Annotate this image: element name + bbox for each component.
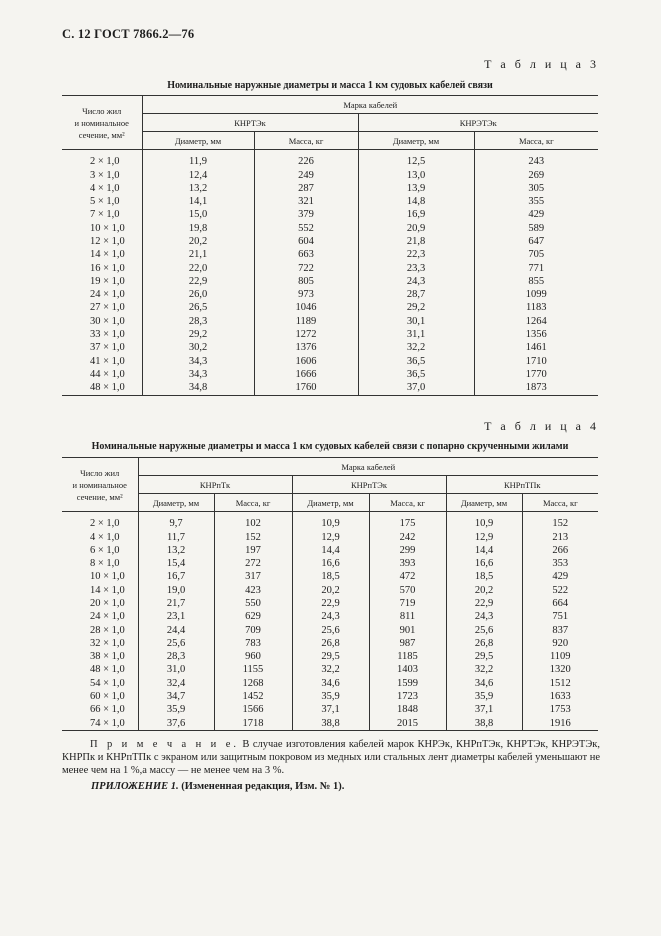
table4-cell-mass: 1916	[522, 717, 598, 731]
table3-row	[62, 235, 598, 248]
table4-row	[62, 624, 598, 637]
table4-row	[62, 570, 598, 583]
table3-cell-diameter: 31,1	[358, 328, 474, 341]
table3-cell-mass: 663	[254, 248, 358, 261]
table3-cell-mass: 1099	[474, 288, 598, 301]
table3-row	[62, 222, 598, 235]
table4-cell-cores: 74 × 1,0	[62, 717, 138, 731]
table3-cell-mass: 249	[254, 169, 358, 182]
table4-cell-mass: 1599	[369, 677, 446, 690]
table3-brand-2: КНРЭТЭк	[358, 114, 598, 132]
table4-row	[62, 597, 598, 610]
note	[62, 738, 600, 777]
table3-title: Номинальные наружные диаметры и масса 1 км судовых кабелей связи	[167, 80, 493, 91]
table3-cell-diameter: 30,2	[142, 341, 254, 354]
table4-cell-mass: 213	[522, 531, 598, 544]
table3-cell-mass: 604	[254, 235, 358, 248]
table3-cell-diameter: 36,5	[358, 368, 474, 381]
table4-cell-mass: 522	[522, 584, 598, 597]
table4-cell-diameter: 16,6	[292, 557, 369, 570]
table4-cell-diameter: 37,1	[446, 703, 522, 716]
table4-cell-mass: 987	[369, 637, 446, 650]
table4-cell-mass: 1848	[369, 703, 446, 716]
table3-cell-cores: 7 × 1,0	[90, 209, 120, 221]
table4-cell-diameter: 32,4	[138, 677, 214, 690]
table4-cell-cores: 14 × 1,0	[90, 584, 125, 596]
table4-cell-diameter: 37,6	[138, 717, 214, 731]
table3-cell-mass: 1770	[474, 368, 598, 381]
table4-cell-mass: 1512	[522, 677, 598, 690]
table4-cell-diameter: 15,4	[138, 557, 214, 570]
table3-cell-diameter: 34,3	[142, 368, 254, 381]
table4-cell-diameter: 34,6	[292, 677, 369, 690]
table4-cell-cores: 4 × 1,0	[90, 531, 120, 543]
table3-cell-mass: 855	[474, 275, 598, 288]
table3-cell-mass: 1760	[254, 381, 358, 395]
table3-cell-mass: 379	[254, 208, 358, 221]
table3-cell-diameter: 13,9	[358, 182, 474, 195]
table3-row	[62, 328, 598, 341]
table4-cell-diameter: 38,8	[292, 717, 369, 731]
table3-cell-cores: 33 × 1,0	[90, 329, 125, 341]
table4-cell-mass: 783	[214, 637, 292, 650]
table3-cell-diameter: 26,5	[142, 301, 254, 314]
table3-cell-diameter: 23,3	[358, 262, 474, 275]
table4-cell-diameter: 23,1	[138, 610, 214, 623]
table4-row	[62, 544, 598, 557]
table4-cell-mass: 353	[522, 557, 598, 570]
table3-cell-diameter: 28,3	[142, 315, 254, 328]
table3-cell-cores: 30 × 1,0	[90, 315, 125, 327]
table4-row	[62, 610, 598, 623]
table4-cell-mass: 393	[369, 557, 446, 570]
table4-cell-diameter: 12,9	[292, 531, 369, 544]
table3-row	[62, 150, 598, 169]
table3-cell-mass: 1710	[474, 355, 598, 368]
table3-cell-cores: 14 × 1,0	[90, 249, 125, 261]
table4-row	[62, 531, 598, 544]
table3-cell-cores: 41 × 1,0	[90, 355, 125, 367]
table3-row	[62, 208, 598, 221]
table4-col0-line1: Число жил	[80, 467, 120, 478]
table3-sub-diameter: Диаметр, мм	[358, 132, 474, 150]
table3-sub-mass: Масса, кг	[474, 132, 598, 150]
table3-cell-cores: 24 × 1,0	[90, 289, 125, 301]
table3-col0-line3: сечение, мм²	[78, 129, 125, 140]
table3-row	[62, 248, 598, 261]
table4-cell-mass: 429	[522, 570, 598, 583]
table3-cell-diameter: 37,0	[358, 381, 474, 395]
table4-cell-mass: 2015	[369, 717, 446, 731]
table3-cell-diameter: 28,7	[358, 288, 474, 301]
table4-cell-cores: 48 × 1,0	[90, 664, 125, 676]
table4-cell-mass: 1633	[522, 690, 598, 703]
table4-row	[62, 703, 598, 716]
table4-cell-diameter: 19,0	[138, 584, 214, 597]
table3-cell-mass: 589	[474, 222, 598, 235]
table4-cell-diameter: 16,7	[138, 570, 214, 583]
table4-sub-diameter: Диаметр, мм	[138, 494, 214, 512]
table3-cell-diameter: 12,4	[142, 169, 254, 182]
table4-cell-diameter: 16,6	[446, 557, 522, 570]
table3-cell-diameter: 19,8	[142, 222, 254, 235]
table3-cell-cores: 27 × 1,0	[90, 302, 125, 314]
table4-row	[62, 690, 598, 703]
table3-cell-mass: 243	[474, 150, 598, 169]
table3-cell-diameter: 36,5	[358, 355, 474, 368]
table3-cell-mass: 1666	[254, 368, 358, 381]
table4-cell-mass: 751	[522, 610, 598, 623]
table4-cell-mass: 152	[522, 512, 598, 531]
table4-cell-diameter: 24,3	[292, 610, 369, 623]
table4-row	[62, 663, 598, 676]
table4-cell-diameter: 29,5	[292, 650, 369, 663]
table4-cell-mass: 550	[214, 597, 292, 610]
table4-body	[62, 512, 598, 731]
table4-cell-cores: 24 × 1,0	[90, 611, 125, 623]
table4-cell-diameter: 34,7	[138, 690, 214, 703]
table4-cell-diameter: 38,8	[446, 717, 522, 731]
table4-cell-cores: 28 × 1,0	[90, 624, 125, 636]
table4-cell-mass: 960	[214, 650, 292, 663]
table3-cell-diameter: 20,9	[358, 222, 474, 235]
table4-cell-mass: 1320	[522, 663, 598, 676]
table3-cell-cores: 48 × 1,0	[62, 381, 142, 395]
table3-cell-cores: 16 × 1,0	[90, 262, 125, 274]
table3-row	[62, 355, 598, 368]
table4-cell-diameter: 20,2	[292, 584, 369, 597]
table4-cell-diameter: 22,9	[446, 597, 522, 610]
table4-cell-diameter: 11,7	[138, 531, 214, 544]
table3-row	[62, 381, 598, 395]
table3-cell-mass: 552	[254, 222, 358, 235]
table3-col0-line1: Число жил	[82, 105, 122, 116]
table3-cell-diameter: 26,0	[142, 288, 254, 301]
table3-cell-mass: 1873	[474, 381, 598, 395]
table3-cell-mass: 1183	[474, 301, 598, 314]
table4-row	[62, 637, 598, 650]
table4-cell-cores: 66 × 1,0	[90, 704, 125, 716]
table4-cell-mass: 1403	[369, 663, 446, 676]
table3-row	[62, 315, 598, 328]
table3-cell-mass: 226	[254, 150, 358, 169]
appendix-line	[91, 781, 344, 792]
table3-brand-1: КНРТЭк	[142, 114, 358, 132]
table3-cell-mass: 1264	[474, 315, 598, 328]
table3-cell-diameter: 14,8	[358, 195, 474, 208]
table4-row	[62, 650, 598, 663]
table3-row	[62, 169, 598, 182]
table3-cell-mass: 355	[474, 195, 598, 208]
table3-cell-cores: 3 × 1,0	[90, 169, 120, 181]
note-text: В случае изготовления кабелей марок КНРЭк, КНРпТЭк, КНРТЭк, КНРЭТЭк, КНРПк и КНРпТПк с экраном или защитным покровом из медных или стальных лент диаметры кабелей уменьшают не менее чем на 1 %,а массу — не менее чем на 3 %.	[62, 739, 600, 776]
table3-cell-mass: 805	[254, 275, 358, 288]
table3-cell-mass: 321	[254, 195, 358, 208]
table4-cell-diameter: 9,7	[138, 512, 214, 531]
table3-cell-mass: 1606	[254, 355, 358, 368]
table4-cell-mass: 1268	[214, 677, 292, 690]
table3-cell-diameter: 34,8	[142, 381, 254, 395]
table3-cell-diameter: 11,9	[142, 150, 254, 169]
table4-row	[62, 677, 598, 690]
table3-cell-cores: 5 × 1,0	[90, 196, 120, 208]
table4-cell-diameter: 25,6	[138, 637, 214, 650]
table4-cell-diameter: 26,8	[446, 637, 522, 650]
table4-cell-mass: 1155	[214, 663, 292, 676]
table3-cell-mass: 705	[474, 248, 598, 261]
table4-cell-diameter: 34,6	[446, 677, 522, 690]
table4-cell-diameter: 32,2	[446, 663, 522, 676]
table3-sub-mass: Масса, кг	[254, 132, 358, 150]
table3-cell-diameter: 20,2	[142, 235, 254, 248]
table4-cell-mass: 901	[369, 624, 446, 637]
table3-cell-mass: 269	[474, 169, 598, 182]
appendix-label: ПРИЛОЖЕНИЕ 1.	[91, 781, 179, 792]
table3-cell-diameter: 24,3	[358, 275, 474, 288]
table3-cell-diameter: 32,2	[358, 341, 474, 354]
table4-row	[62, 512, 598, 531]
table3-cell-diameter: 21,8	[358, 235, 474, 248]
table4-cell-mass: 299	[369, 544, 446, 557]
table4	[62, 457, 598, 731]
table4-cell-diameter: 13,2	[138, 544, 214, 557]
table4-cell-mass: 1452	[214, 690, 292, 703]
table3-row	[62, 275, 598, 288]
table3-cell-cores: 2 × 1,0	[90, 156, 120, 168]
table4-cell-diameter: 10,9	[292, 512, 369, 531]
table3-cell-diameter: 29,2	[358, 301, 474, 314]
table4-cell-mass: 570	[369, 584, 446, 597]
table4-cell-cores: 20 × 1,0	[90, 597, 125, 609]
table4-cell-mass: 920	[522, 637, 598, 650]
table4-cell-diameter: 14,4	[292, 544, 369, 557]
table4-cell-diameter: 35,9	[292, 690, 369, 703]
table3-cell-cores: 12 × 1,0	[90, 235, 125, 247]
table4-brand-2: КНРпТЭк	[292, 476, 446, 494]
table4-cell-mass: 317	[214, 570, 292, 583]
table3-cell-diameter: 29,2	[142, 328, 254, 341]
table3-row	[62, 368, 598, 381]
page-header: С. 12 ГОСТ 7866.2—76	[62, 27, 195, 41]
table3-cell-diameter: 34,3	[142, 355, 254, 368]
table4-cell-diameter: 29,5	[446, 650, 522, 663]
table3-cell-mass: 722	[254, 262, 358, 275]
table4-sub-diameter: Диаметр, мм	[292, 494, 369, 512]
table4-cell-mass: 1723	[369, 690, 446, 703]
table3-cell-mass: 1272	[254, 328, 358, 341]
table4-cell-cores: 54 × 1,0	[90, 677, 125, 689]
table4-group-header: Марка кабелей	[138, 458, 598, 476]
table4-cell-mass: 811	[369, 610, 446, 623]
table3-row	[62, 262, 598, 275]
table4-row	[62, 557, 598, 570]
table3-row	[62, 301, 598, 314]
table3-cell-mass: 1376	[254, 341, 358, 354]
table4-cell-diameter: 14,4	[446, 544, 522, 557]
table3-col0-line2: и номинальное	[74, 117, 129, 128]
table4-cell-cores: 2 × 1,0	[90, 518, 120, 530]
table3-row	[62, 182, 598, 195]
table3-cell-mass: 973	[254, 288, 358, 301]
appendix-text: (Измененная редакция, Изм. № 1).	[181, 781, 345, 792]
table4-cell-diameter: 32,2	[292, 663, 369, 676]
table3-cell-diameter: 22,0	[142, 262, 254, 275]
table3-body	[62, 150, 598, 396]
table3-cell-mass: 1046	[254, 301, 358, 314]
table4-cell-diameter: 35,9	[446, 690, 522, 703]
table4-cell-mass: 1566	[214, 703, 292, 716]
table4-col0-line2: и номинальное	[72, 479, 127, 490]
table3-cell-mass: 647	[474, 235, 598, 248]
table4-cell-mass: 242	[369, 531, 446, 544]
table4-cell-diameter: 18,5	[292, 570, 369, 583]
table4-cell-diameter: 31,0	[138, 663, 214, 676]
table3-col0-header	[62, 96, 142, 150]
table4-cell-mass: 664	[522, 597, 598, 610]
table4-cell-diameter: 26,8	[292, 637, 369, 650]
table3-cell-cores: 4 × 1,0	[90, 182, 120, 194]
table4-sub-mass: Масса, кг	[369, 494, 446, 512]
table3-cell-mass: 429	[474, 208, 598, 221]
table4-cell-diameter: 25,6	[446, 624, 522, 637]
table4-cell-mass: 837	[522, 624, 598, 637]
table4-cell-mass: 1185	[369, 650, 446, 663]
table3-cell-diameter: 22,3	[358, 248, 474, 261]
table4-cell-mass: 629	[214, 610, 292, 623]
table4-cell-cores: 60 × 1,0	[90, 691, 125, 703]
table3-cell-diameter: 13,0	[358, 169, 474, 182]
table3-row	[62, 288, 598, 301]
table3-cell-cores: 44 × 1,0	[90, 368, 125, 380]
table4-cell-diameter: 25,6	[292, 624, 369, 637]
table3-cell-diameter: 30,1	[358, 315, 474, 328]
table4-cell-cores: 10 × 1,0	[90, 571, 125, 583]
table4-cell-mass: 472	[369, 570, 446, 583]
table4-cell-mass: 272	[214, 557, 292, 570]
table4-cell-cores: 32 × 1,0	[90, 637, 125, 649]
table4-cell-cores: 8 × 1,0	[90, 558, 120, 570]
table3-cell-mass: 287	[254, 182, 358, 195]
table4-cell-mass: 266	[522, 544, 598, 557]
table4-cell-mass: 152	[214, 531, 292, 544]
table3	[62, 95, 598, 396]
table4-cell-diameter: 18,5	[446, 570, 522, 583]
table4-cell-diameter: 12,9	[446, 531, 522, 544]
table3-cell-diameter: 12,5	[358, 150, 474, 169]
table3-cell-mass: 305	[474, 182, 598, 195]
table4-cell-mass: 102	[214, 512, 292, 531]
table4-cell-diameter: 24,4	[138, 624, 214, 637]
table4-cell-mass: 197	[214, 544, 292, 557]
table4-cell-mass: 1718	[214, 717, 292, 731]
table3-cell-diameter: 15,0	[142, 208, 254, 221]
table4-sub-diameter: Диаметр, мм	[446, 494, 522, 512]
table4-cell-mass: 175	[369, 512, 446, 531]
table4-col0-line3: сечение, мм²	[76, 491, 123, 502]
table3-cell-mass: 771	[474, 262, 598, 275]
table3-row	[62, 195, 598, 208]
table4-title: Номинальные наружные диаметры и масса 1 км судовых кабелей связи с попарно скрученными жилами	[91, 441, 569, 452]
table4-cell-cores: 38 × 1,0	[90, 651, 125, 663]
table4-cell-diameter: 10,9	[446, 512, 522, 531]
table3-cell-cores: 10 × 1,0	[90, 222, 125, 234]
table4-sub-mass: Масса, кг	[522, 494, 598, 512]
table4-cell-mass: 1753	[522, 703, 598, 716]
table4-row	[62, 584, 598, 597]
table4-label: Т а б л и ц а 4	[484, 419, 599, 433]
table3-cell-cores: 19 × 1,0	[90, 275, 125, 287]
table3-cell-mass: 1356	[474, 328, 598, 341]
table4-cell-mass: 719	[369, 597, 446, 610]
note-label: П р и м е ч а н и е.	[90, 739, 239, 750]
table3-cell-mass: 1189	[254, 315, 358, 328]
table4-row	[62, 717, 598, 731]
table4-cell-diameter: 21,7	[138, 597, 214, 610]
table3-cell-diameter: 13,2	[142, 182, 254, 195]
table3-label: Т а б л и ц а 3	[484, 57, 599, 71]
table4-cell-diameter: 35,9	[138, 703, 214, 716]
table4-cell-diameter: 20,2	[446, 584, 522, 597]
table4-cell-cores: 6 × 1,0	[90, 544, 120, 556]
table3-cell-diameter: 16,9	[358, 208, 474, 221]
table4-col0-header	[62, 458, 138, 512]
table3-cell-diameter: 22,9	[142, 275, 254, 288]
table4-brand-1: КНРпТк	[138, 476, 292, 494]
table3-cell-diameter: 21,1	[142, 248, 254, 261]
table4-cell-diameter: 22,9	[292, 597, 369, 610]
table4-cell-diameter: 37,1	[292, 703, 369, 716]
table4-brand-3: КНРпТПк	[446, 476, 598, 494]
table4-cell-diameter: 28,3	[138, 650, 214, 663]
table4-cell-mass: 423	[214, 584, 292, 597]
table3-cell-diameter: 14,1	[142, 195, 254, 208]
table4-cell-mass: 709	[214, 624, 292, 637]
table4-cell-diameter: 24,3	[446, 610, 522, 623]
table3-cell-cores: 37 × 1,0	[90, 342, 125, 354]
table3-row	[62, 341, 598, 354]
table4-sub-mass: Масса, кг	[214, 494, 292, 512]
table4-cell-mass: 1109	[522, 650, 598, 663]
table3-sub-diameter: Диаметр, мм	[142, 132, 254, 150]
table3-cell-mass: 1461	[474, 341, 598, 354]
table3-group-header: Марка кабелей	[142, 96, 598, 114]
